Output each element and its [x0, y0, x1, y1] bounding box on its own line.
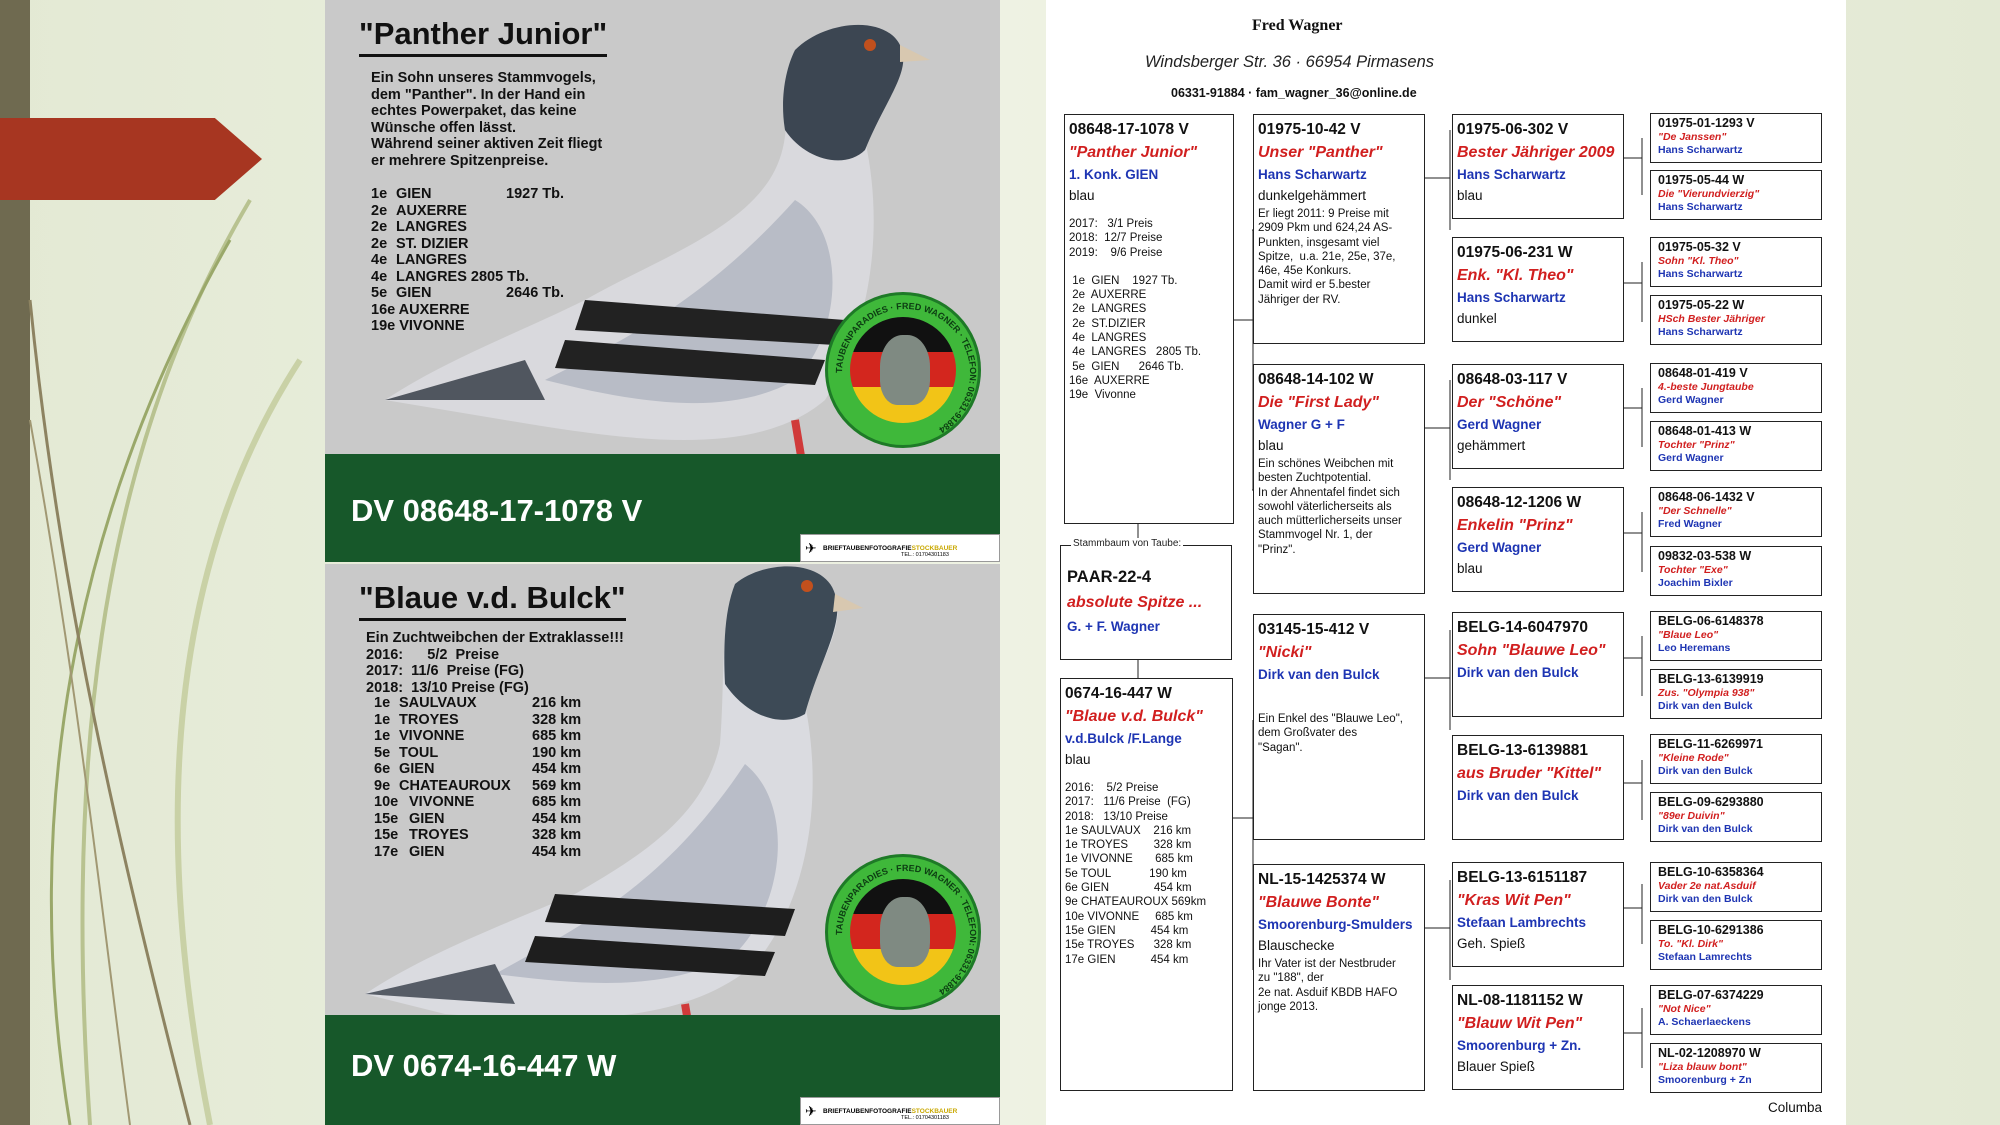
pedigree-grandparent: 01975-06-302 V Bester Jähriger 2009 Hans Scharwartz blau [1452, 114, 1624, 219]
result-row: 6e GIEN 454 km [374, 761, 582, 777]
photographer-credit: ✈ BRIEFTAUBENFOTOGRAFIE STOCKBAUER TEL.: 01704301183 [800, 1097, 1000, 1125]
result-row: 9e CHATEAUROUX 569 km [374, 777, 582, 794]
pedigree-great-grandparent: BELG-11-6269971 "Kleine Rode" Dirk van den Bulck [1650, 734, 1822, 784]
pedigree-parent: 08648-14-102 W Die "First Lady" Wagner G + F blau Ein schönes Weibchen mit besten Zuchtpotential. In der Ahnentafel findet sich sowohl väterlicherseits als auch mütterlicherseits unser Stammvogel Nr. 1, der "Prinz". [1253, 364, 1425, 594]
svg-text:TAUBENPARADIES · FRED WAGNER ·: TAUBENPARADIES · FRED WAGNER · TELEFON: 06331-91884 [833, 862, 979, 997]
pedigree-great-grandparent: BELG-06-6148378 "Blaue Leo" Leo Heremans [1650, 611, 1822, 661]
result-row: 5e TOUL 190 km [374, 744, 582, 761]
race-results [374, 695, 592, 860]
result-row: 5e GIEN 2646 Tb. [371, 285, 565, 301]
result-row: 1e VIVONNE 685 km [374, 728, 582, 744]
pigeon-title: "Panther Junior" [359, 16, 607, 57]
pedigree-great-grandparent: BELG-09-6293880 "89er Duivin" Dirk van den Bulck [1650, 792, 1822, 842]
ring-number: DV 08648-17-1078 V [351, 493, 643, 528]
pedigree-grandparent: 08648-12-1206 W Enkelin "Prinz" Gerd Wagner blau [1452, 487, 1624, 592]
pedigree-great-grandparent: 01975-05-32 V Sohn "Kl. Theo" Hans Scharwartz [1650, 237, 1822, 287]
pair-info: Stammbaum von Taube: PAAR-22-4 absolute Spitze ... G. + F. Wagner [1060, 545, 1232, 660]
result-row: 2e AUXERRE [371, 202, 467, 219]
bird-logo-icon: ✈ [805, 1103, 817, 1119]
result-row: 4e LANGRES 2805 Tb. [371, 268, 529, 285]
pedigree-grandparent: 01975-06-231 W Enk. "Kl. Theo" Hans Scharwartz dunkel [1452, 237, 1624, 342]
pedigree-grandparent: BELG-13-6139881 aus Bruder "Kittel" Dirk van den Bulck [1452, 735, 1624, 840]
pedigree-great-grandparent: BELG-10-6358364 Vader 2e nat.Asduif Dirk van den Bulck [1650, 862, 1822, 912]
slide-arrow-marker [0, 118, 262, 200]
result-row: 16e AUXERRE [371, 301, 470, 318]
pedigree-parent: 03145-15-412 V "Nicki" Dirk van den Bulck Ein Enkel des "Blauwe Leo", dem Großvater des "Sagan". [1253, 614, 1425, 840]
photographer-credit: ✈ BRIEFTAUBENFOTOGRAFIE STOCKBAUER TEL.: 01704301183 [800, 534, 1000, 562]
result-row: 2e LANGRES [371, 219, 467, 235]
result-row: 17e GIEN 454 km [374, 843, 582, 860]
pedigree-parent: 01975-10-42 V Unser "Panther" Hans Scharwartz dunkelgehämmert Er liegt 2011: 9 Preise mit 2909 Pkm und 624,24 AS- Punkten, insgesamt viel Spitze, u.a. 21e, 25e, 37e, 46e, 45e Konkurs. Damit wird er 5.bester Jähriger der RV. [1253, 114, 1425, 344]
pedigree-great-grandparent: 08648-01-419 V 4.-beste Jungtaube Gerd Wagner [1650, 363, 1822, 413]
pedigree-document [1046, 0, 1846, 1125]
bird-logo-icon: ✈ [805, 540, 817, 556]
pedigree-grandparent: BELG-14-6047970 Sohn "Blauwe Leo" Dirk van den Bulck [1452, 612, 1624, 717]
loft-badge [825, 292, 981, 448]
result-row: 15e TROYES 328 km [374, 827, 582, 843]
ring-number: DV 0674-16-447 W [351, 1048, 617, 1083]
breeder-name: Fred Wagner [1252, 17, 1343, 34]
pedigree-great-grandparent: 08648-06-1432 V "Der Schnelle" Fred Wagner [1650, 487, 1822, 537]
pedigree-parent: NL-15-1425374 W "Blauwe Bonte" Smoorenburg-Smulders Blauschecke Ihr Vater ist der Nestbruder zu "188", der 2e nat. Asduif KBDB HAFO jonge 2013. [1253, 864, 1425, 1091]
pedigree-grandparent: NL-08-1181152 W "Blauw Wit Pen" Smoorenburg + Zn. Blauer Spieß [1452, 985, 1624, 1090]
pedigree-great-grandparent: 08648-01-413 W Tochter "Prinz" Gerd Wagner [1650, 421, 1822, 471]
pedigree-great-grandparent: BELG-13-6139919 Zus. "Olympia 938" Dirk van den Bulck [1650, 669, 1822, 719]
pedigree-great-grandparent: 01975-01-1293 V "De Janssen" Hans Scharwartz [1650, 113, 1822, 163]
result-row: 1e GIEN 1927 Tb. [371, 186, 565, 202]
pigeon-title: "Blaue v.d. Bulck" [359, 580, 626, 621]
pedigree-great-grandparent: 09832-03-538 W Tochter "Exe" Joachim Bixler [1650, 546, 1822, 596]
pigeon-photo-card-panther-junior [325, 0, 1000, 562]
pigeon-photo-card-blaue-vd-bulck [325, 564, 1000, 1125]
pedigree-main-mother: 0674-16-447 W "Blaue v.d. Bulck" v.d.Bulck /F.Lange blau 2016: 5/2 Preise 2017: 11/6 Preise (FG) 2018: 13/10 Preise 1e SAULVAUX 216 km 1e TROYES 328 km 1e VIVONNE 685 km 5e TOUL 190 km 6e GIEN 454 km 9e CHATEAUROUX 569km 10e VIVONNE 685 km 15e GIEN 454 km 15e TROYES 328 km 17e GIEN 454 km [1060, 678, 1233, 1091]
result-row: 1e SAULVAUX 216 km [374, 695, 582, 711]
badge-ring-text [828, 857, 984, 1013]
pedigree-great-grandparent: 01975-05-44 W Die "Vierundvierzig" Hans Scharwartz [1650, 170, 1822, 220]
badge-ring-text [828, 295, 984, 451]
pigeon-description: Ein Zuchtweibchen der Extraklasse!!! 2016: 5/2 Preise 2017: 11/6 Preise (FG) 2018: 13/10 Preise (FG) [366, 630, 624, 696]
pedigree-main-father: 08648-17-1078 V "Panther Junior" 1. Konk. GIEN blau 2017: 3/1 Preis 2018: 12/7 Preise 2019: 9/6 Preise 1e GIEN 1927 Tb. 2e AUXERRE 2e LANGRES 2e ST.DIZIER 4e LANGRES 4e LANGRES 2805 Tb. 5e GIEN 2646 Tb. 16e AUXERRE 19e Vivonne [1064, 114, 1234, 524]
svg-text:TAUBENPARADIES · FRED WAGNER ·: TAUBENPARADIES · FRED WAGNER · TELEFON: 06331-91884 [833, 300, 979, 435]
race-results [371, 186, 566, 335]
loft-badge [825, 854, 981, 1010]
pedigree-great-grandparent: NL-02-1208970 W "Liza blauw bont" Smoorenburg + Zn [1650, 1043, 1822, 1093]
breeder-address: Windsberger Str. 36 · 66954 Pirmasens [1145, 53, 1435, 71]
pigeon-description: Ein Sohn unseres Stammvogels, dem "Panther". In der Hand ein echtes Powerpaket, das keine Wünsche offen lässt. Während seiner aktiven Zeit fliegt er mehrere Spitzenpreise. [371, 70, 603, 169]
software-footer: Columba [1768, 1100, 1823, 1115]
result-row: 1e TROYES 328 km [374, 711, 582, 728]
pedigree-great-grandparent: BELG-10-6291386 To. "Kl. Dirk" Stefaan Lamrechts [1650, 920, 1822, 970]
pedigree-great-grandparent: BELG-07-6374229 "Not Nice" A. Schaerlaeckens [1650, 985, 1822, 1035]
pedigree-grandparent: 08648-03-117 V Der "Schöne" Gerd Wagner gehämmert [1452, 364, 1624, 469]
result-row: 15e GIEN 454 km [374, 810, 582, 827]
pedigree-great-grandparent: 01975-05-22 W HSch Bester Jähriger Hans Scharwartz [1650, 295, 1822, 345]
pedigree-grandparent: BELG-13-6151187 "Kras Wit Pen" Stefaan Lambrechts Geh. Spieß [1452, 862, 1624, 967]
result-row: 4e LANGRES [371, 252, 467, 268]
result-row: 10e VIVONNE 685 km [374, 794, 582, 810]
breeder-contact: 06331-91884 · fam_wagner_36@online.de [1171, 86, 1417, 100]
result-row: 2e ST. DIZIER [371, 235, 469, 252]
result-row: 19e VIVONNE [371, 318, 465, 334]
